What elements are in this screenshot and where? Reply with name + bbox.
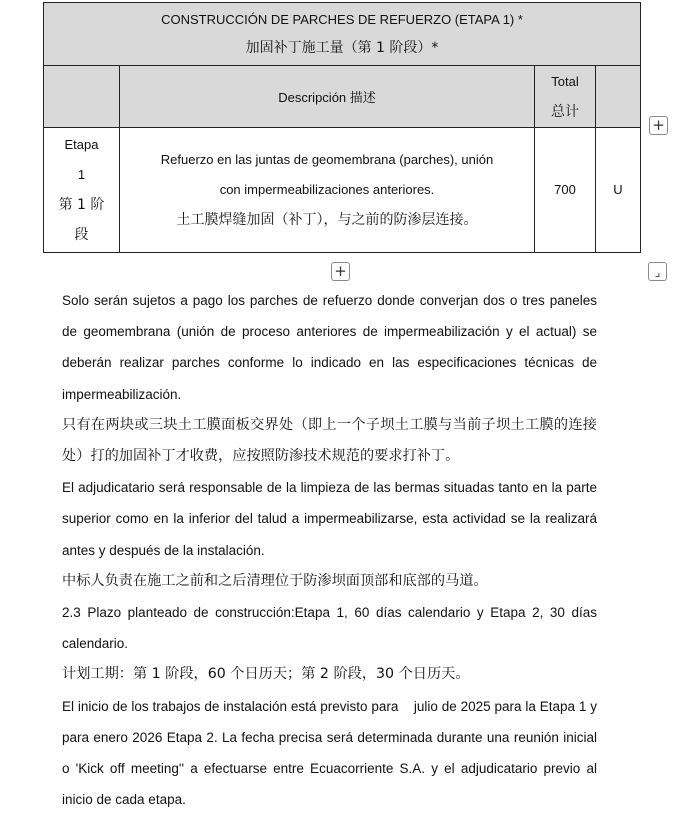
total-value: 700	[535, 128, 596, 253]
description-es-1: Refuerzo en las juntas de geomembrana (parches), unión	[160, 152, 494, 167]
table-resize-handle[interactable]	[648, 262, 667, 281]
paragraph-es-cleaning: El adjudicatario será responsable de la limpieza de las bermas situadas tanto en la parte superior como en la inferior del talud a impermeabilizarse, esta actividad se la realizará antes y después de la instalación.	[62, 480, 597, 558]
table-title-es: CONSTRUCCIÓN DE PARCHES DE REFUERZO (ETAPA 1) *	[161, 12, 523, 27]
header-description-label: Descripción 描述	[278, 90, 376, 105]
stage-zh-1: 第 1 阶	[58, 197, 105, 213]
paragraph-es-schedule: 2.3 Plazo planteado de construcción:Etapa 1, 60 días calendario y Etapa 2, 30 días calendario.	[62, 605, 597, 652]
spec-table	[43, 2, 641, 253]
plus-icon: +	[652, 116, 665, 134]
resize-corner-icon: ⌟	[654, 264, 661, 279]
table-title-cell	[44, 3, 641, 66]
add-column-button[interactable]	[649, 116, 668, 135]
stage-cell	[44, 128, 120, 253]
description-zh: 土工膜焊缝加固（补丁），与之前的防渗层连接。	[176, 212, 478, 228]
paragraph-zh-payment: 只有在两块或三块土工膜面板交界处（即上一个子坝土工膜与当前子坝土工膜的连接处）打的加固补丁才收费，应按照防渗技术规范的要求打补丁。	[62, 416, 597, 465]
paragraph-es-payment: Solo serán sujetos a pago los parches de refuerzo donde converjan dos o tres paneles de geomembrana (unión de proceso anteriores de impermeabilización y el actual) se deberán realizar parches conforme lo indicado en las especificaciones técnicas de impermeabilización.	[62, 293, 597, 402]
header-total-es: Total	[551, 73, 579, 89]
table-row	[44, 128, 641, 253]
stage-zh-2: 段	[74, 227, 89, 243]
table-title-zh: 加固补丁施工量（第 1 阶段）*	[245, 40, 439, 56]
paragraph-zh-schedule: 计划工期：第 1 阶段，60 个日历天；第 2 阶段，30 个日历天。	[62, 666, 470, 683]
plus-icon: +	[334, 262, 347, 280]
header-total-zh: 总计	[551, 103, 579, 120]
header-unit-blank	[596, 66, 641, 128]
document-body	[62, 285, 601, 815]
description-cell	[120, 128, 535, 253]
stage-es-1: Etapa	[64, 137, 99, 152]
paragraph-es-start: El inicio de los trabajos de instalación está previsto para julio de 2025 para la Etapa 1 y para enero 2026 Etapa 2. La fecha precisa será determinada durante una reunión inicial o 'Kick off meeting'' a efectuarse entre Ecuacorriente S.A. y el adjudicatario previo al inicio de cada etapa.	[62, 698, 601, 808]
header-blank-cell	[44, 66, 120, 128]
stage-es-2: 1	[77, 167, 86, 182]
add-row-button[interactable]	[331, 262, 350, 281]
header-description	[120, 66, 535, 128]
header-total	[535, 66, 596, 128]
description-es-2: con impermeabilizaciones anteriores.	[219, 182, 435, 197]
paragraph-zh-cleaning: 中标人负责在施工之前和之后清理位于防渗坝面顶部和底部的马道。	[62, 572, 488, 589]
unit-value: U	[596, 128, 641, 253]
